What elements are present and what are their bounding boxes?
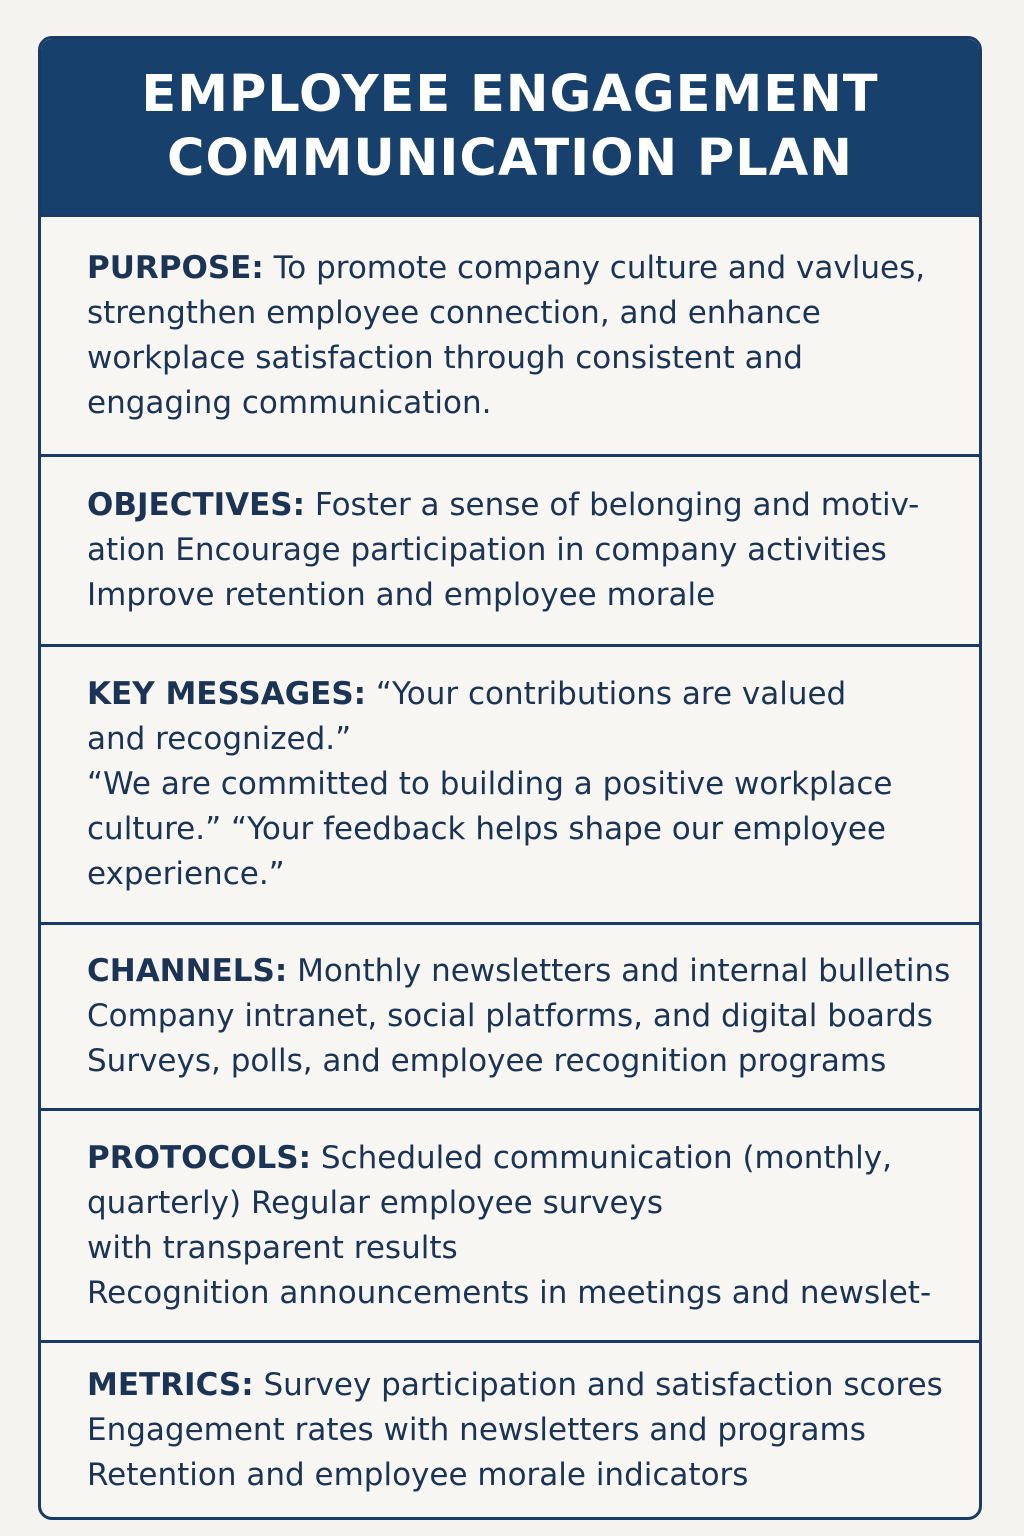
objectives-section bbox=[41, 457, 979, 647]
channels-section bbox=[41, 925, 979, 1111]
page-title-line-1: EMPLOYEE ENGAGEMENT bbox=[141, 64, 879, 124]
metrics-text-line: Survey participation and satisfaction scores bbox=[253, 1366, 943, 1403]
purpose-text-line: engaging communication. bbox=[87, 384, 492, 421]
purpose-text-line: workplace satisfaction through consistent and bbox=[87, 339, 803, 376]
key-messages-section bbox=[41, 647, 979, 925]
key-messages-text-line: experience.” bbox=[87, 856, 285, 892]
key-messages-text-line: “Your contributions are valued bbox=[366, 676, 847, 712]
protocols-label: PROTOCOLS: bbox=[87, 1139, 312, 1176]
protocols-text-line: with transparent results bbox=[87, 1229, 458, 1266]
key-messages-text-line: culture.” “Your feedback helps shape our employee bbox=[87, 811, 887, 847]
protocols-text-line: Recognition announcements in meetings and newslet- bbox=[87, 1274, 932, 1311]
protocols-text-line: Scheduled communication (monthly, bbox=[311, 1139, 892, 1176]
objectives-text-line: Improve retention and employee morale bbox=[87, 577, 716, 613]
protocols-text-line: quarterly) Regular employee surveys bbox=[87, 1184, 664, 1221]
objectives-text-line: ation Encourage participation in company activities bbox=[87, 532, 887, 568]
channels-text-line: Monthly newsletters and internal bulletins bbox=[287, 953, 951, 989]
plan-header bbox=[41, 39, 979, 217]
metrics-section bbox=[41, 1343, 979, 1517]
purpose-section bbox=[41, 217, 979, 457]
metrics-text-line: Engagement rates with newsletters and programs bbox=[87, 1411, 866, 1448]
purpose-text-line: strengthen employee connection, and enhance bbox=[87, 294, 821, 331]
purpose-label: PURPOSE: bbox=[87, 249, 264, 286]
channels-text-line: Surveys, polls, and employee recognition programs bbox=[87, 1043, 887, 1079]
key-messages-label: KEY MESSAGES: bbox=[87, 676, 367, 712]
metrics-text-line: Retention and employee morale indicators bbox=[87, 1456, 749, 1493]
channels-text-line: Company intranet, social platforms, and digital boards bbox=[87, 998, 933, 1034]
channels-label: CHANNELS: bbox=[87, 953, 288, 989]
page-title-line-2: COMMUNICATION PLAN bbox=[167, 128, 853, 188]
objectives-label: OBJECTIVES: bbox=[87, 487, 306, 523]
protocols-section bbox=[41, 1111, 979, 1343]
communication-plan-card bbox=[38, 36, 982, 1520]
metrics-label: METRICS: bbox=[87, 1366, 254, 1403]
purpose-text-line: To promote company culture and vavlues, bbox=[263, 249, 926, 286]
key-messages-text-line: “We are committed to building a positive workplace bbox=[87, 766, 893, 802]
key-messages-text-line: and recognized.” bbox=[87, 721, 352, 757]
objectives-text-line: Foster a sense of belonging and motiv- bbox=[305, 487, 920, 523]
